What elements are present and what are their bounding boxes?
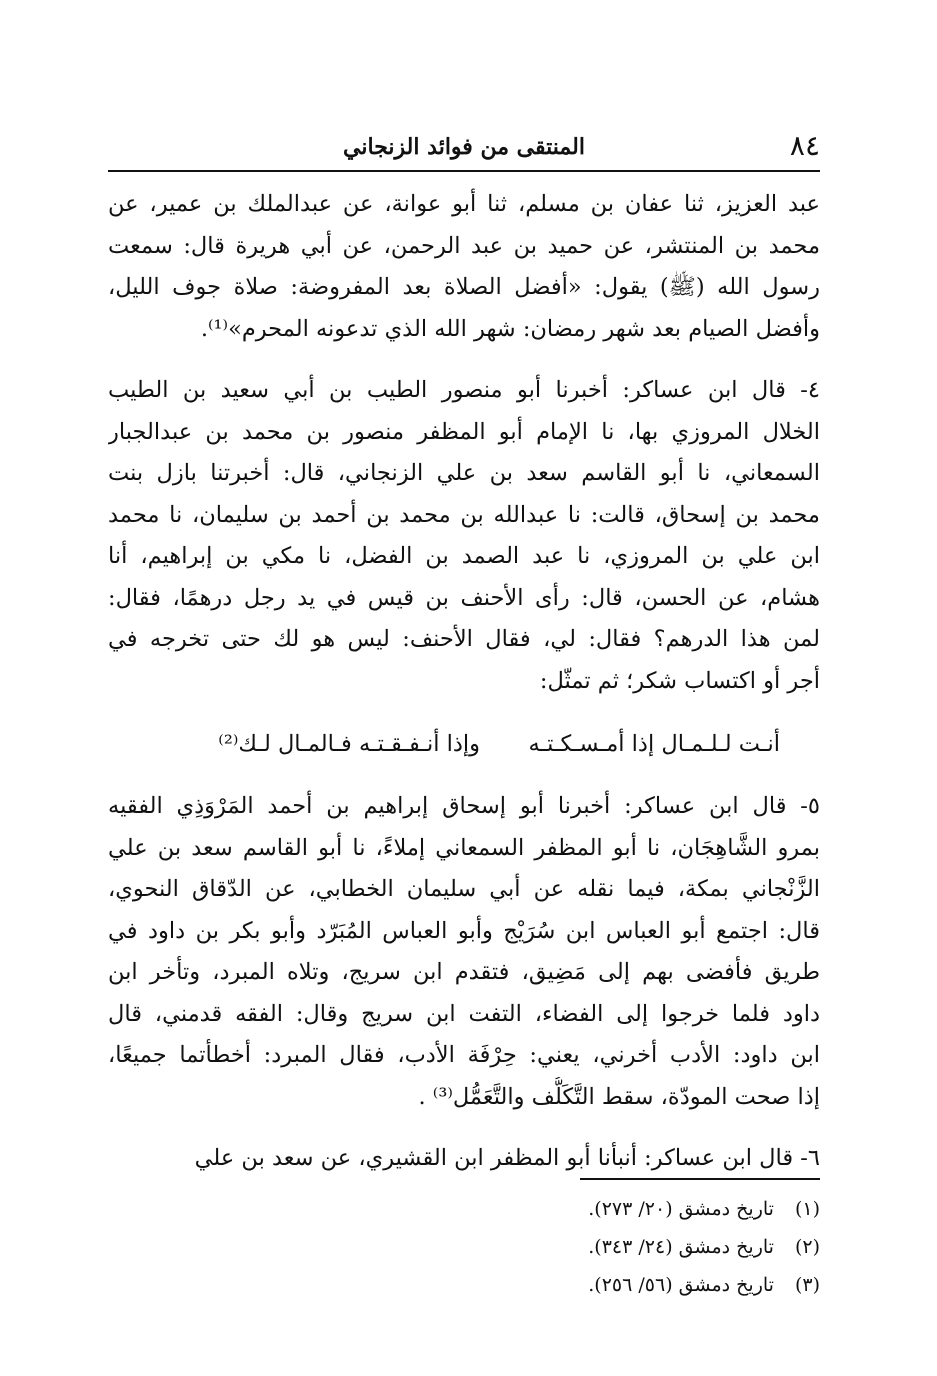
text-line: الخلال المروزي بها، نا الإمام أبو المظفر منصور بن محمد بن عبدالجبار bbox=[108, 418, 820, 445]
footnote-text: تاريخ دمشق (٢٤/ ٣٤٣). bbox=[588, 1236, 774, 1258]
text-line: ٤- قال ابن عساكر: أخبرنا أبو منصور الطيب بن أبي سعيد بن الطيب bbox=[108, 377, 820, 403]
poetry-verse bbox=[108, 722, 820, 766]
footnote-item bbox=[108, 1266, 820, 1304]
paragraph-gap bbox=[108, 766, 820, 786]
paragraph-hadith-5 bbox=[108, 786, 820, 1118]
footnote-number: (٣) bbox=[794, 1274, 820, 1296]
footnote-item bbox=[108, 1190, 820, 1228]
paragraph-gap bbox=[108, 702, 820, 722]
text-line: أجر أو اكتساب شكر؛ ثم تمثّل: bbox=[539, 667, 820, 694]
footnote-text: تاريخ دمشق (٥٦/ ٢٥٦). bbox=[588, 1274, 774, 1296]
text-line: هشام، عن الحسن، قال: رأى الأحنف بن قيس في يد رجل درهمًا، فقال: bbox=[108, 584, 820, 611]
text-line: محمد بن المنتشر، عن حميد بن عبد الرحمن، عن أبي هريرة قال: سمعت bbox=[108, 232, 820, 259]
text-line: لمن هذا الدرهم؟ فقال: لي، فقال الأحنف: ليس هو لك حتى تخرجه في bbox=[108, 626, 820, 652]
text-line: محمد بن إسحاق، قالت: نا عبدالله بن محمد بن أحمد بن سليمان، نا محمد bbox=[108, 501, 820, 528]
text-line: الزَّنْجاني بمكة، فيما نقله عن أبي سليمان الخطابي، عن الدّقاق النحوي، bbox=[108, 876, 820, 902]
text-line: بمرو الشَّاهِجَان، نا أبو المظفر السمعاني إملاءً، نا أبو القاسم سعد بن علي bbox=[108, 834, 820, 861]
paragraph-hadith-6-start bbox=[108, 1138, 820, 1180]
header-rule bbox=[108, 170, 820, 172]
text-line: ٥- قال ابن عساكر: أخبرنا أبو إسحاق إبراهيم بن أحمد المَرْوَذِي الفقيه bbox=[108, 793, 820, 819]
paragraph-gap bbox=[108, 1118, 820, 1138]
text-line: إذا صحت المودّة، سقط التَّكَلُّف والتَّعَمُّل⁽³⁾ . bbox=[418, 1083, 820, 1110]
text-line: وأفضل الصيام بعد شهر رمضان: شهر الله الذي تدعونه المحرم»⁽¹⁾. bbox=[200, 315, 820, 342]
running-title: المنتقى من فوائد الزنجاني bbox=[343, 134, 585, 160]
text-line: ٦- قال ابن عساكر: أنبأنا أبو المظفر ابن القشيري، عن سعد بن علي bbox=[194, 1145, 820, 1171]
text-line: عبد العزيز، ثنا عفان بن مسلم، ثنا أبو عوانة، عن عبدالملك بن عمير، عن bbox=[108, 191, 820, 217]
text-line: داود فلما خرجوا إلى الفضاء، التفت ابن سريج وقال: الفقه قدمني، قال bbox=[108, 1000, 820, 1027]
text-line: ابن علي بن المروزي، نا عبد الصمد بن الفضل، نا مكي بن إبراهيم، أنا bbox=[108, 543, 820, 569]
text-line: قال: اجتمع أبو العباس ابن سُرَيْج وأبو العباس المُبَرّد وأبو بكر بن داود في bbox=[108, 917, 820, 944]
page-number: ٨٤ bbox=[789, 129, 820, 162]
paragraph-hadith-3-end bbox=[108, 184, 820, 350]
paragraph-hadith-4 bbox=[108, 370, 820, 702]
footnote-number: (١) bbox=[794, 1198, 820, 1220]
text-line: طريق فأفضى بهم إلى مَضِيق، فتقدم ابن سريج، وتلاه المبرد، وتأخر ابن bbox=[108, 959, 820, 985]
footnote-rule bbox=[580, 1178, 820, 1180]
footnote-item bbox=[108, 1228, 820, 1266]
paragraph-gap bbox=[108, 350, 820, 370]
footnote-number: (٢) bbox=[794, 1236, 820, 1258]
verse-second-hemistich: وإذا أنـفـقـتـه فـالمـال لـك⁽²⁾ bbox=[218, 731, 480, 757]
verse-first-hemistich: أنـت لـلـمـال إذا أمـسـكـتـه bbox=[528, 731, 780, 757]
footnote-text: تاريخ دمشق (٢٠/ ٢٧٣). bbox=[588, 1198, 774, 1220]
text-line: رسول الله (ﷺ) يقول: «أفضل الصلاة بعد المفروضة: صلاة جوف الليل، bbox=[108, 274, 820, 300]
text-line: ابن داود: الأدب أخرني، يعني: حِرْفَة الأدب، فقال المبرد: أخطأتما جميعًا، bbox=[108, 1042, 820, 1068]
footnotes bbox=[108, 1190, 820, 1304]
body-text bbox=[108, 184, 820, 1180]
page-header bbox=[108, 126, 820, 166]
text-line: السمعاني، نا أبو القاسم سعد بن علي الزنجاني، قال: أخبرتنا بازل بنت bbox=[108, 460, 820, 486]
